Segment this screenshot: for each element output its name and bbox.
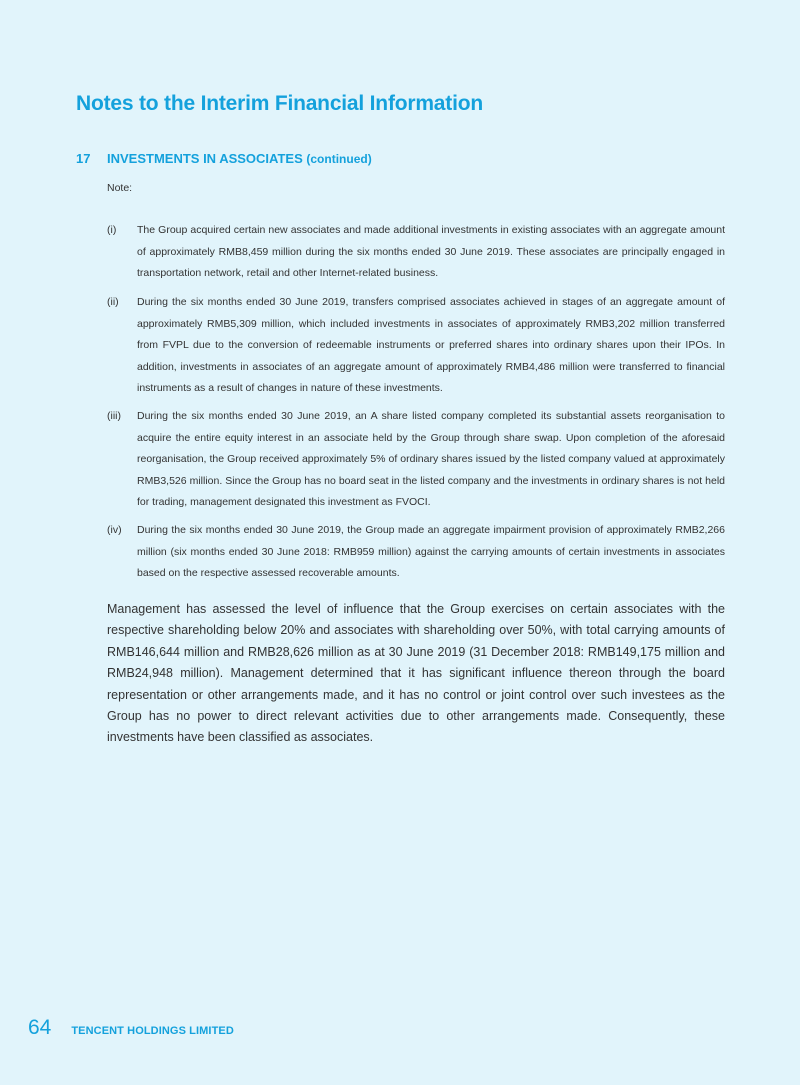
note-marker: (iv): [107, 524, 122, 536]
section-suffix: (continued): [306, 152, 372, 166]
note-text: During the six months ended 30 June 2019, an A share listed company completed its substantial assets reorganisation to acquire the entire equity interest in an associate held by the Group through share swap. Upon completion of the aforesaid reorganisation, the Group received approximately 5% of ordinary shares issued by the listed company valued at approximately RMB3,526 million. Since the Group has no board seat in the listed company and the investments in ordinary shares is not held for trading, management designated this investment as FVOCI.: [137, 410, 725, 508]
note-marker: (i): [107, 224, 117, 236]
note-text: During the six months ended 30 June 2019, transfers comprised associates achieved in stages of an aggregate amount of approximately RMB5,309 million, which included investments in associates of approximately RMB3,202 million transferred from FVPL due to the conversion of redeemable instruments or preferred shares into ordinary shares upon their IPOs. In addition, investments in associates of an aggregate amount of approximately RMB4,486 million were transferred to financial instruments as a result of changes in nature of these investments.: [137, 296, 725, 394]
note-item-i: [107, 220, 725, 285]
note-label: Note:: [107, 182, 133, 194]
note-item-ii: [107, 292, 725, 400]
page-title: Notes to the Interim Financial Information: [76, 92, 483, 115]
page-number: 64: [28, 1016, 52, 1039]
note-text: The Group acquired certain new associates and made additional investments in existing associates with an aggregate amount of approximately RMB8,459 million during the six months ended 30 June 2019. These associates are principally engaged in transportation network, retail and other Internet-related business.: [137, 224, 725, 279]
section-number: 17: [76, 151, 91, 166]
note-item-iv: [107, 520, 725, 585]
note-marker: (iii): [107, 410, 121, 422]
section-title: INVESTMENTS IN ASSOCIATES: [107, 151, 303, 166]
note-marker: (ii): [107, 296, 119, 308]
note-item-iii: [107, 406, 725, 514]
management-paragraph: Management has assessed the level of influence that the Group exercises on certain associates with the respective shareholding below 20% and associates with shareholding over 50%, with total carrying amounts of RMB146,644 million and RMB28,626 million as at 30 June 2019 (31 December 2018: RMB149,175 million and RMB24,948 million). Management determined that it has significant influence thereon through the board representation or other arrangements made, and it has no control or joint control over such investees as the Group has no power to direct relevant activities due to other arrangements made. Consequently, these investments have been classified as associates.: [107, 602, 725, 745]
section-heading: [76, 151, 372, 166]
page-footer: [28, 1016, 234, 1040]
company-name: TENCENT HOLDINGS LIMITED: [71, 1025, 234, 1037]
note-text: During the six months ended 30 June 2019, the Group made an aggregate impairment provision of approximately RMB2,266 million (six months ended 30 June 2018: RMB959 million) against the carrying amounts of certain investments in associates based on the respective assessed recoverable amounts.: [137, 524, 725, 579]
